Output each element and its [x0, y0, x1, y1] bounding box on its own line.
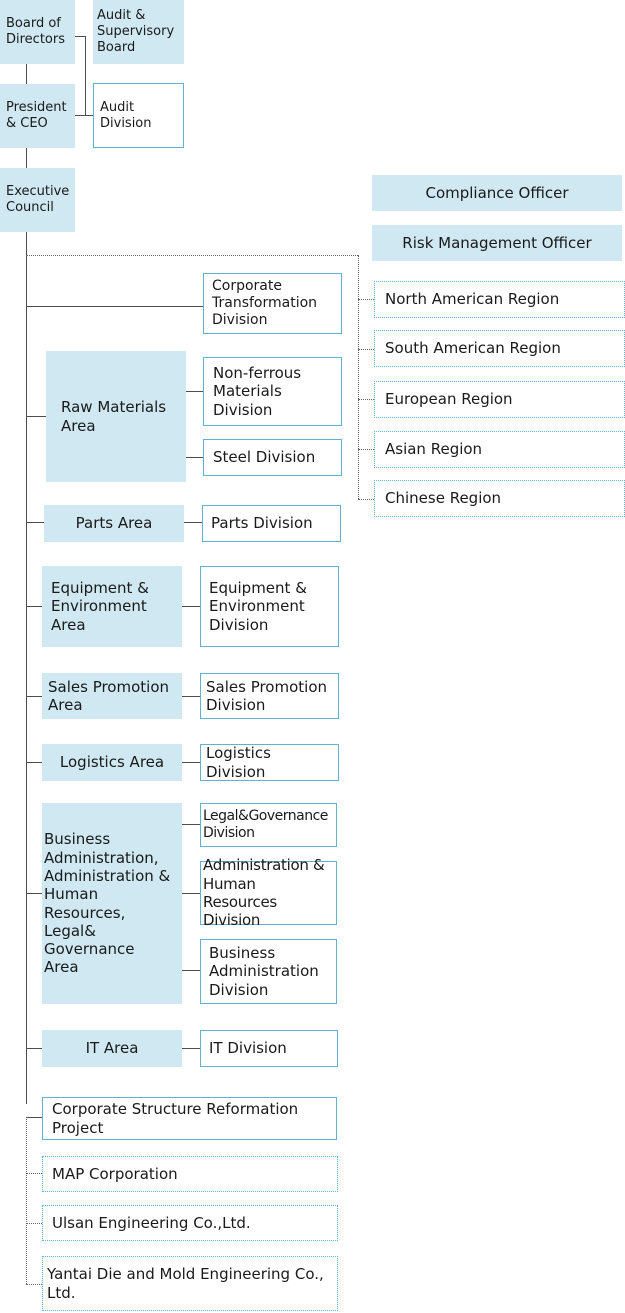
area-label: Logistics Area — [59, 753, 165, 772]
division-label: Corporate Transformation Division — [212, 277, 318, 329]
connector-line — [75, 36, 85, 37]
subsidiary-map-corporation — [42, 1156, 338, 1192]
executive-council-label: Executive Council — [6, 184, 70, 215]
connector-line — [186, 391, 203, 392]
logistics-division — [200, 744, 339, 781]
connector-line — [182, 1048, 200, 1049]
it-area — [42, 1030, 182, 1067]
equipment-environment-division — [200, 566, 339, 647]
region-label: South American Region — [385, 339, 561, 358]
connector-line — [182, 824, 200, 825]
board-label: Board of Directors — [6, 16, 65, 47]
region-label: North American Region — [385, 290, 560, 309]
area-label: Sales Promotion Area — [48, 677, 170, 714]
division-label: Logistics Division — [206, 744, 271, 781]
connector-line — [182, 606, 200, 607]
equipment-environment-area — [42, 566, 182, 647]
division-label: Steel Division — [213, 448, 316, 467]
subsidiary-label: Ulsan Engineering Co.,Ltd. — [52, 1213, 251, 1232]
connector-line — [85, 36, 86, 115]
division-label: Administration & Human Resources Division — [203, 856, 325, 930]
connector-line — [26, 306, 203, 307]
dotted-connector — [358, 255, 359, 499]
division-label: Legal&Governance Division — [203, 807, 328, 841]
dotted-connector — [26, 1223, 42, 1224]
subsidiary-label: MAP Corporation — [52, 1164, 178, 1183]
project-label: Corporate Structure Reformation Project — [52, 1100, 299, 1137]
dotted-connector — [26, 1284, 42, 1285]
connector-line — [26, 893, 42, 894]
dotted-connector — [358, 299, 374, 300]
legal-governance-division — [200, 803, 337, 847]
connector-line — [26, 696, 42, 697]
division-label: Non-ferrous Materials Division — [213, 364, 302, 419]
president-ceo — [0, 84, 75, 148]
nonferrous-materials-division — [203, 357, 342, 426]
dotted-connector — [26, 1117, 27, 1284]
corporate-transformation-division — [203, 273, 342, 334]
connector-line — [26, 606, 42, 607]
dotted-connector — [26, 1173, 42, 1174]
connector-line — [26, 148, 27, 168]
connector-line — [182, 893, 200, 894]
area-label: Parts Area — [75, 514, 153, 533]
region-south-american — [374, 330, 625, 367]
corporate-structure-reformation-project — [42, 1097, 337, 1140]
area-label: IT Area — [85, 1039, 139, 1058]
region-asian — [374, 431, 625, 468]
subsidiary-ulsan-engineering — [42, 1205, 338, 1241]
division-label: Parts Division — [211, 514, 313, 533]
business-administration-area — [42, 803, 182, 1004]
logistics-area — [42, 744, 182, 781]
parts-area — [44, 505, 184, 542]
president-label: President & CEO — [6, 100, 67, 131]
connector-line — [26, 1117, 42, 1118]
connector-line — [186, 457, 203, 458]
area-label: Business Administration, Administration & Human Resources, Legal& Governance Area — [44, 830, 171, 977]
connector-line — [184, 522, 202, 523]
business-administration-division — [200, 939, 337, 1004]
connector-line — [26, 762, 42, 763]
connector-line — [26, 64, 27, 84]
dotted-connector — [358, 449, 374, 450]
sales-promotion-division — [200, 673, 339, 719]
area-label: Equipment & Environment Area — [51, 579, 149, 634]
connector-line — [75, 115, 93, 116]
dotted-connector — [26, 255, 358, 256]
audit-division-label: Audit Division — [100, 99, 152, 131]
administration-hr-division — [200, 856, 337, 930]
dotted-connector — [358, 349, 374, 350]
parts-division — [202, 505, 341, 542]
subsidiary-label: Yantai Die and Mold Engineering Co., Ltd. — [47, 1265, 324, 1302]
audit-board-label: Audit & Supervisory Board — [97, 8, 175, 55]
area-label: Raw Materials Area — [61, 398, 167, 435]
connector-line — [26, 522, 44, 523]
board-of-directors — [0, 0, 75, 64]
it-division — [200, 1030, 338, 1067]
connector-line — [182, 970, 200, 971]
executive-council — [0, 168, 75, 232]
sales-promotion-area — [42, 673, 182, 719]
connector-line — [26, 416, 46, 417]
region-label: Asian Region — [385, 440, 483, 459]
dotted-connector — [358, 499, 374, 500]
division-label: Sales Promotion Division — [206, 677, 328, 714]
division-label: IT Division — [209, 1039, 287, 1058]
steel-division — [203, 439, 342, 476]
raw-materials-area — [46, 351, 186, 482]
risk-management-officer — [372, 225, 622, 261]
region-chinese — [374, 480, 625, 517]
region-label: Chinese Region — [385, 489, 502, 508]
audit-supervisory-board — [93, 0, 184, 64]
region-label: European Region — [385, 390, 513, 409]
risk-officer-label: Risk Management Officer — [402, 233, 592, 252]
compliance-officer — [372, 175, 622, 211]
dotted-connector — [358, 399, 374, 400]
region-european — [374, 381, 625, 418]
division-label: Equipment & Environment Division — [209, 579, 307, 634]
compliance-officer-label: Compliance Officer — [425, 183, 569, 202]
subsidiary-yantai-die-mold — [42, 1256, 338, 1311]
connector-line — [182, 762, 200, 763]
connector-line — [26, 232, 27, 1104]
connector-line — [182, 696, 200, 697]
audit-division — [93, 83, 184, 148]
division-label: Business Administration Division — [209, 944, 319, 999]
region-north-american — [374, 281, 625, 318]
connector-line — [26, 1048, 42, 1049]
